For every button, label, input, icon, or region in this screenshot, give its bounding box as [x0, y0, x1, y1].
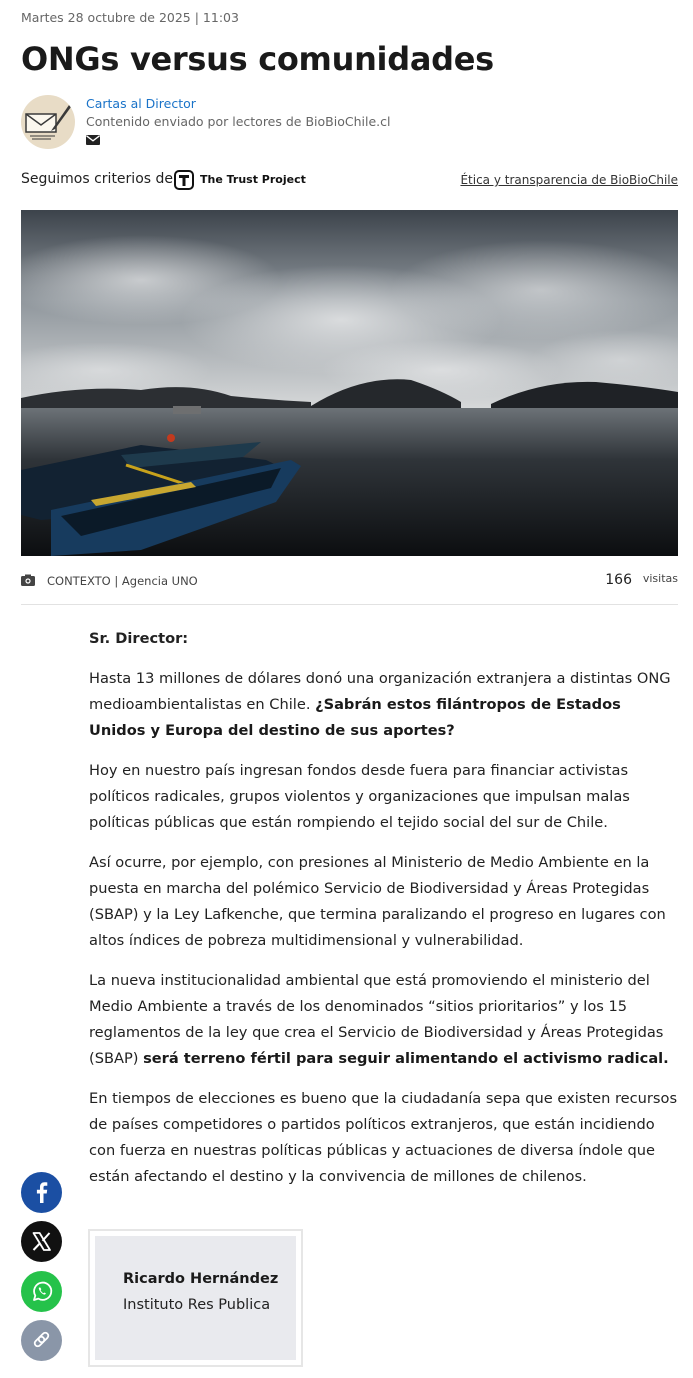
whatsapp-icon	[21, 1271, 62, 1312]
divider	[21, 604, 678, 605]
visits-label: visitas	[642, 572, 678, 585]
share-facebook-button[interactable]	[21, 1172, 62, 1213]
paragraph-1	[89, 666, 679, 744]
author-avatar[interactable]	[21, 95, 75, 149]
article-dateline: Martes 28 octubre de 2025 | 11:03	[21, 10, 239, 25]
paragraph-2: Hoy en nuestro país ingresan fondos desde fuera para financiar activistas políticos radicales, grupos violentos y organizaciones que impulsan malas políticas públicas que están rompiendo el tejido social del sur de Chile.	[89, 762, 630, 831]
trust-project-logo-icon[interactable]	[174, 170, 194, 190]
paragraph-1-bold: ¿Sabrán estos filántropos de Estados Unidos y Europa del destino de sus aportes?	[89, 696, 621, 739]
salutation: Sr. Director:	[89, 630, 189, 647]
signature-inner	[95, 1236, 296, 1360]
camera-icon	[21, 574, 35, 586]
author-name-link[interactable]: Cartas al Director	[86, 96, 196, 111]
author-block	[21, 95, 621, 155]
photo-caption-bar	[21, 570, 678, 592]
share-x-button[interactable]	[21, 1221, 62, 1262]
paragraph-3: Así ocurre, por ejemplo, con presiones al Ministerio de Medio Ambiente en la puesta en marcha del polémico Servicio de Biodiversidad y Áreas Protegidas (SBAP) y la Ley Lafkenche, que termina paralizando el progreso en lugares con altos índices de pobreza multidimensional y vulnerabilidad.	[89, 854, 666, 949]
share-whatsapp-button[interactable]	[21, 1271, 62, 1312]
article-body	[89, 626, 679, 1204]
signature-name: Ricardo Hernández	[123, 1271, 279, 1287]
signature-organization: Instituto Res Publica	[123, 1297, 271, 1313]
x-icon	[21, 1221, 62, 1262]
trust-label: Seguimos criterios de	[21, 171, 173, 187]
paragraph-5: En tiempos de elecciones es bueno que la ciudadanía sepa que existen recursos de países competidores o partidos políticos extranjeros, que están incidiendo con fuerza en nuestras políticas públicas y actuaciones de diversa índole que están afectando el destino y la convivencia de millones de chilenos.	[89, 1090, 678, 1185]
facebook-icon	[21, 1172, 62, 1213]
article-title: ONGs versus comunidades	[21, 40, 494, 78]
trust-project-bar	[21, 170, 678, 192]
author-description: Contenido enviado por lectores de BioBioChile.cl	[86, 114, 391, 129]
photo-caption: CONTEXTO | Agencia UNO	[47, 574, 198, 588]
envelope-icon[interactable]	[86, 134, 100, 146]
paragraph-1-text: Hasta 13 millones de dólares donó una organización extranjera a distintas ONG medioambientalistas en Chile.	[89, 670, 671, 713]
visits-count: 166	[605, 572, 632, 588]
signature-box	[88, 1229, 303, 1367]
paragraph-4-bold: será terreno fértil para seguir alimentando el activismo radical.	[143, 1050, 669, 1067]
letter-illustration-icon	[21, 95, 75, 149]
link-icon	[21, 1320, 62, 1361]
copy-link-button[interactable]	[21, 1320, 62, 1361]
article-photo[interactable]	[21, 210, 678, 556]
ethics-transparency-link[interactable]: Ética y transparencia de BioBioChile	[460, 173, 678, 187]
paragraph-4	[89, 968, 679, 1072]
trust-project-name[interactable]: The Trust Project	[200, 173, 306, 186]
paragraph-4-text: La nueva institucionalidad ambiental que está promoviendo el ministerio del Medio Ambiente a través de los denominados “sitios prioritarios” y los 15 reglamentos de la ley que crea el Servicio de Biodiversidad y Áreas Protegidas (SBAP)	[89, 972, 664, 1067]
